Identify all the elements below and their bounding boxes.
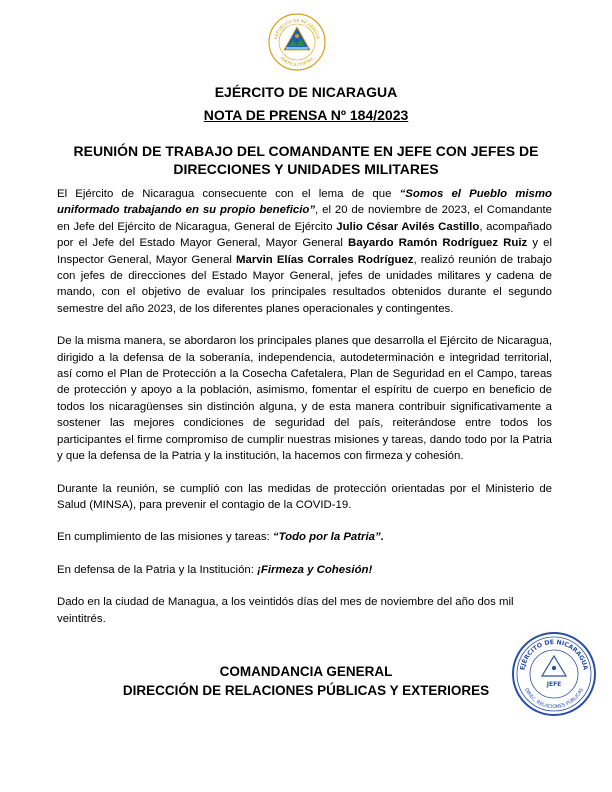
p5-text: En defensa de la Patria y la Institución: [57,563,258,576]
seal-bottom-text: AMERICA CENTRAL [279,55,315,68]
signature-line-2: DIRECCIÓN DE RELACIONES PÚBLICAS Y EXTERIORES [122,683,490,698]
svg-text:DIREC. RELACIONES PÚBLICAS [523,687,585,710]
p1-text: y el Inspector General, Mayor General [57,237,552,266]
signature-line-1: COMANDANCIA GENERAL [219,664,393,679]
p1-text: El Ejército de Nicaragua consecuente con el lema de que [57,188,400,200]
p1-text: , el 20 de noviembre de 2023, el Comandante en Jefe del Ejército de Nicaragua, General de Ejército [57,204,552,233]
inspector-general-name: Marvin Elías Corrales Rodríguez [236,253,414,266]
stamp-top-text: EJÉRCITO DE NICARAGUA [519,638,589,671]
press-note-number: NOTA DE PRENSA Nº 184/2023 [203,107,409,123]
commander-name: Julio César Avilés Castillo [336,220,480,233]
slogan-firmeza-cohesion: ¡Firmeza y Cohesión! [257,563,373,576]
motto-quote: “Somos el Pueblo mismo uniformado trabajando en su propio beneficio” [57,188,552,217]
paragraph-2: De la misma manera, se abordaron los principales planes que desarrolla el Ejército de Nicaragua, dirigido a la defensa de la soberanía, independencia, autodeterminación e integridad territorial, así como el Plan de Protección a la Cosecha Cafetalera, Plan de Seguridad en el Campo, tareas de protección y apoyo a la población, asimismo, fomentar el espíritu de cuerpo en beneficio de todos los nicaragüenses sin distinción alguna, y de esta manera contribuir significativamente a sostener las mejores condiciones de seguridad del país, reiterándose entre todos los participantes el firme compromiso de cumplir nuestras misiones y tareas, dando todo por la Patria y que la defensa de la Patria y la institución, la hacemos con firmeza y cohesión. [57,335,552,463]
p1-text: , realizó reunión de trabajo con jefes de direcciones del Estado Mayor General, jefes de unidades militares y cadena de mando, con el objetivo de evaluar los principales resultados obtenidos durante el segundo semestre del año 2023, de los diferentes planes operacionales y contingentes. [57,253,553,315]
stamp-bottom-text: DIREC. RELACIONES PÚBLICAS [522,687,586,711]
paragraph-5 [57,562,552,578]
seal-top-text: REPUBLICA DE NICARAGUA [273,17,321,40]
nicaragua-coat-of-arms-icon [267,12,327,72]
p4-text: En cumplimiento de las misiones y tareas: [57,531,273,544]
organization-title: EJÉRCITO DE NICARAGUA [214,84,398,100]
paragraph-4 [57,529,552,545]
paragraph-1 [57,186,552,317]
headline: REUNIÓN DE TRABAJO DEL COMANDANTE EN JEFE CON JEFES DE DIRECCIONES Y UNIDADES MILITARES [73,143,539,177]
chief-of-staff-name: Bayardo Ramón Rodríguez Ruiz [347,237,528,250]
official-stamp-icon [510,630,598,718]
paragraph-6: Dado en la ciudad de Managua, a los veintidós días del mes de noviembre del año dos mil veintitrés. [57,596,514,625]
stamp-center-text: JEFE [546,681,562,688]
press-release-body [57,186,552,643]
svg-text:AMERICA CENTRAL [279,55,315,67]
slogan-todo-por-la-patria: “Todo por la Patria”. [272,531,384,544]
p1-text: , acompañado por el Jefe del Estado Mayor General, Mayor General [57,220,552,250]
paragraph-3: Durante la reunión, se cumplió con las medidas de protección orientadas por el Ministerio de Salud (MINSA), para prevenir el contagio de la COVID-19. [57,482,552,511]
